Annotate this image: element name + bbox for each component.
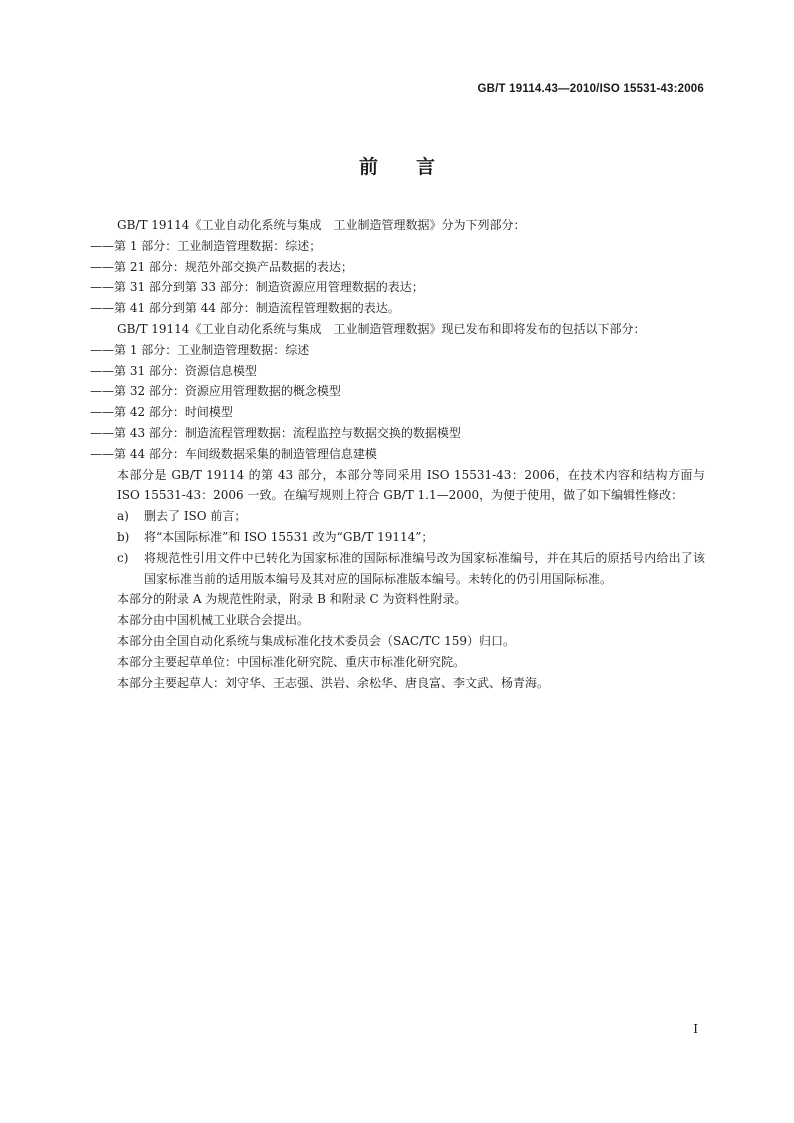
edit-list-item bbox=[90, 527, 705, 548]
parts-list-2-item: ——第 43 部分：制造流程管理数据：流程监控与数据交换的数据模型 bbox=[90, 425, 461, 440]
document-header-id: GB/T 19114.43—2010/ISO 15531-43:2006 bbox=[477, 83, 704, 95]
parts-list-2-item: ——第 32 部分：资源应用管理数据的概念模型 bbox=[90, 384, 341, 399]
parts-list-1-item: ——第 21 部分：规范外部交换产品数据的表达； bbox=[90, 259, 353, 274]
equivalence-paragraph: 本部分是 GB/T 19114 的第 43 部分，本部分等同采用 ISO 15531-43：2006，在技术内容和结构方面与 ISO 15531-43：2006 一致。在编写规则上符合 GB/T 1.1—2000，为便于使用，做了如下编辑性修改： bbox=[117, 467, 705, 503]
intro-paragraph-1: GB/T 19114《工业自动化系统与集成 工业制造管理数据》分为下列部分： bbox=[117, 218, 526, 232]
foreword-body bbox=[90, 215, 705, 693]
parts-list-2-item: ——第 44 部分：车间级数据采集的制造管理信息建模 bbox=[90, 446, 377, 461]
annex-paragraph: 本部分的附录 A 为规范性附录，附录 B 和附录 C 为资料性附录。 bbox=[117, 592, 467, 607]
edit-list-label: c) bbox=[117, 550, 129, 565]
edit-list-label: b) bbox=[117, 529, 130, 544]
page-title: 前言 bbox=[358, 156, 473, 178]
committee-paragraph: 本部分由全国自动化系统与集成标准化技术委员会（SAC/TC 159）归口。 bbox=[117, 633, 516, 648]
edit-list-text: 删去了 ISO 前言； bbox=[144, 509, 247, 524]
edit-list-label: a) bbox=[117, 509, 129, 524]
parts-list-1-item: ——第 41 部分到第 44 部分：制造流程管理数据的表达。 bbox=[90, 301, 400, 316]
edit-list-text: 将规范性引用文件中已转化为国家标准的国际标准编号改为国家标准编号，并在其后的原括号内给出了该国家标准当前的适用版本编号及其对应的国际标准版本编号。未转化的仍引用国际标准。 bbox=[144, 550, 705, 586]
edit-list-item bbox=[90, 548, 705, 590]
drafting-units-paragraph: 本部分主要起草单位：中国标准化研究院、重庆市标准化研究院。 bbox=[117, 654, 466, 669]
intro-paragraph-2: GB/T 19114《工业自动化系统与集成 工业制造管理数据》现已发布和即将发布的包括以下部分： bbox=[117, 321, 646, 336]
proposer-paragraph: 本部分由中国机械工业联合会提出。 bbox=[117, 613, 310, 628]
edit-list-text: 将“本国际标准”和 ISO 15531 改为“GB/T 19114”； bbox=[144, 529, 434, 544]
parts-list-2-item: ——第 31 部分：资源信息模型 bbox=[90, 363, 257, 378]
parts-list-2-item: ——第 42 部分：时间模型 bbox=[90, 405, 233, 420]
edit-list-item bbox=[90, 506, 705, 527]
drafters-paragraph: 本部分主要起草人：刘守华、王志强、洪岩、余松华、唐良富、李文武、杨青海。 bbox=[117, 675, 550, 690]
parts-list-1-item: ——第 31 部分到第 33 部分：制造资源应用管理数据的表达； bbox=[90, 280, 424, 295]
page-number: I bbox=[693, 1022, 698, 1036]
parts-list-2-item: ——第 1 部分：工业制造管理数据：综述 bbox=[90, 342, 310, 357]
parts-list-1-item: ——第 1 部分：工业制造管理数据：综述； bbox=[90, 238, 322, 253]
